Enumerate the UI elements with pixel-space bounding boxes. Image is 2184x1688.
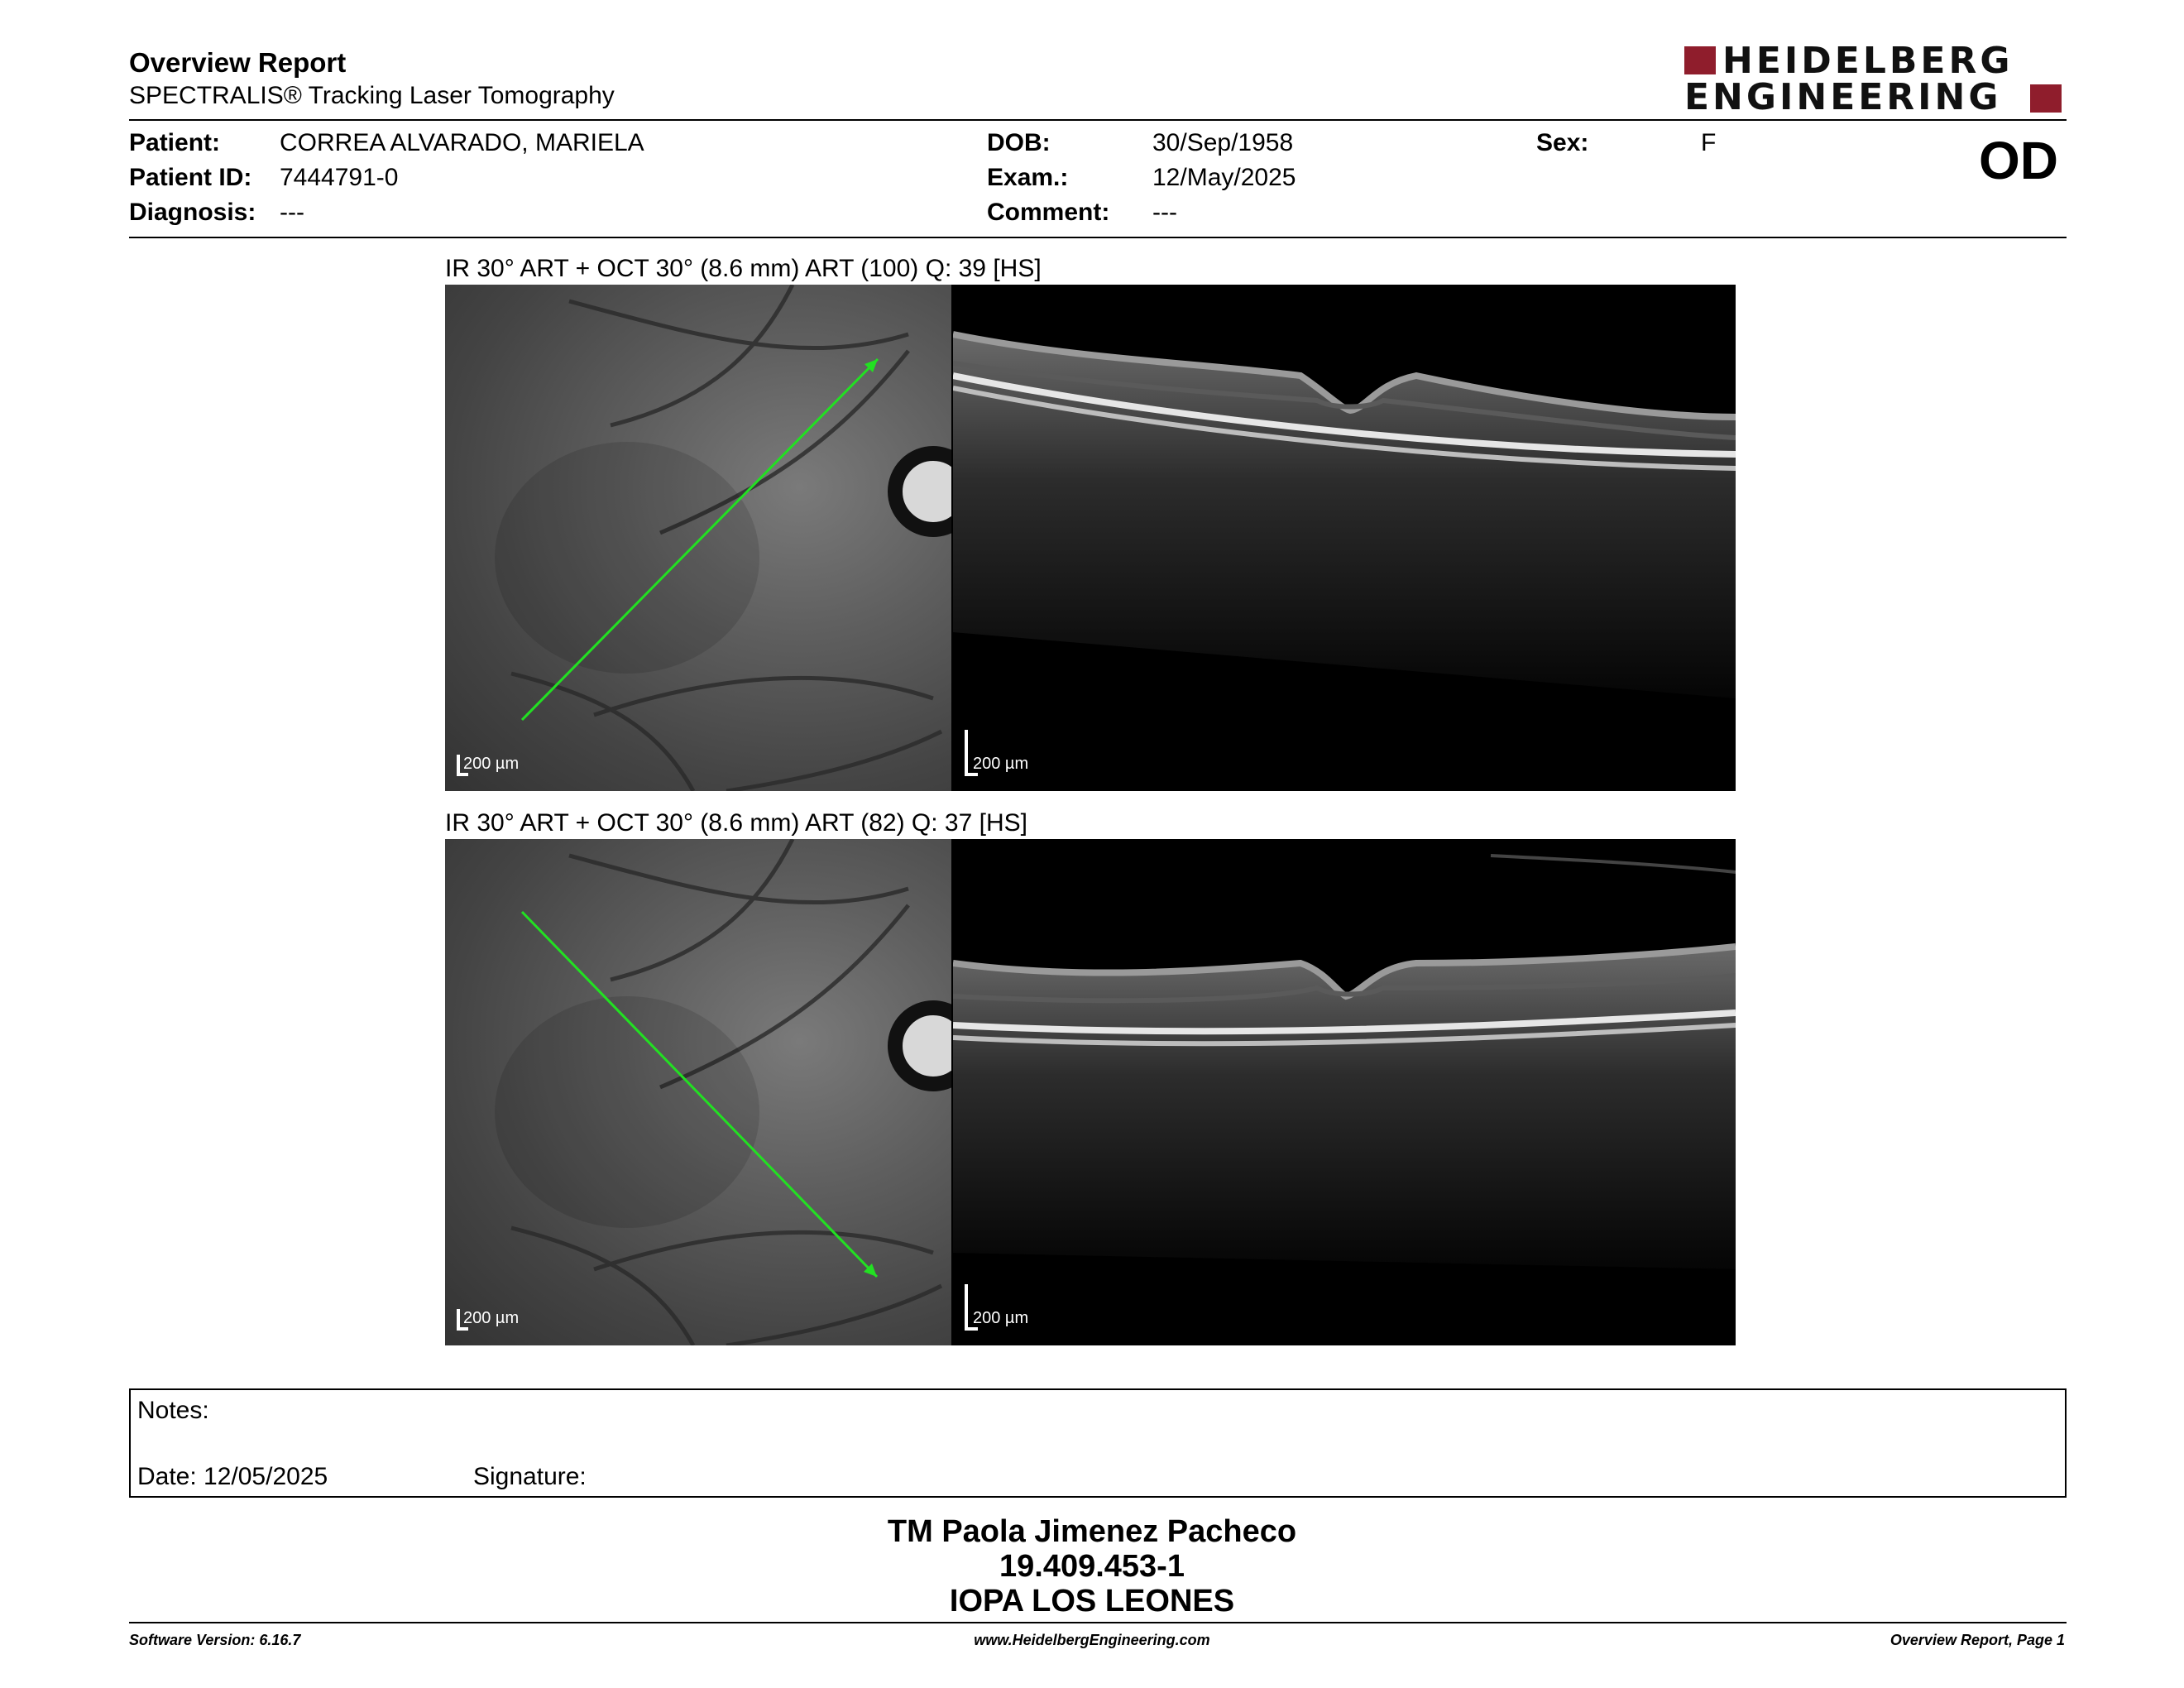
patient-name: CORREA ALVARADO, MARIELA bbox=[280, 129, 644, 156]
patient-id-label: Patient ID: bbox=[129, 164, 252, 191]
signer-id: 19.409.453-1 bbox=[999, 1549, 1185, 1584]
notes-box bbox=[129, 1388, 2067, 1498]
report-subtitle: SPECTRALIS® Tracking Laser Tomography bbox=[129, 82, 615, 109]
signature-label: Signature: bbox=[473, 1463, 587, 1490]
scan-panel bbox=[445, 839, 1736, 1345]
date-label: Date: 12/05/2025 bbox=[137, 1463, 328, 1490]
logo-line1: HEIDELBERG bbox=[1722, 40, 2014, 82]
oct-scale-label: 200 µm bbox=[973, 1309, 1029, 1327]
patient-divider bbox=[129, 237, 2067, 238]
scan-caption: IR 30° ART + OCT 30° (8.6 mm) ART (82) Q: 37 [HS] bbox=[445, 809, 1027, 837]
scan-line-path bbox=[522, 912, 877, 1277]
heidelberg-logo bbox=[1684, 40, 2065, 119]
scan-panel bbox=[445, 285, 1736, 791]
website-link[interactable]: www.HeidelbergEngineering.com bbox=[974, 1632, 1210, 1648]
fundus-scale-label: 200 µm bbox=[463, 755, 520, 773]
header-divider bbox=[129, 119, 2067, 121]
scan-caption: IR 30° ART + OCT 30° (8.6 mm) ART (100) Q: 39 [HS] bbox=[445, 255, 1042, 282]
signer-institution: IOPA LOS LEONES bbox=[949, 1584, 1235, 1618]
fundus-scale-label: 200 µm bbox=[463, 1309, 520, 1327]
footer-divider bbox=[129, 1622, 2067, 1623]
patient-label: Patient: bbox=[129, 129, 221, 156]
signer-name: TM Paola Jimenez Pacheco bbox=[887, 1514, 1297, 1549]
oct-bscan bbox=[953, 839, 1736, 1345]
scan-line-path bbox=[522, 359, 878, 720]
logo-square-icon bbox=[1684, 46, 1716, 74]
dob-value: 30/Sep/1958 bbox=[1152, 129, 1294, 156]
exam-label: Exam.: bbox=[987, 164, 1069, 191]
exam-value: 12/May/2025 bbox=[1152, 164, 1296, 191]
sex-label: Sex: bbox=[1536, 129, 1589, 156]
patient-id: 7444791-0 bbox=[280, 164, 399, 191]
scale-bar-icon bbox=[965, 1284, 968, 1331]
logo-line2: ENGINEERING bbox=[1684, 76, 2002, 118]
fundus-image bbox=[445, 285, 951, 791]
notes-label: Notes: bbox=[137, 1397, 209, 1424]
comment-label: Comment: bbox=[987, 199, 1110, 226]
fundus-image bbox=[445, 839, 951, 1345]
scan-line bbox=[445, 285, 951, 791]
oct-bscan bbox=[953, 285, 1736, 791]
software-version: Software Version: 6.16.7 bbox=[129, 1632, 301, 1648]
sex-value: F bbox=[1701, 129, 1717, 156]
oct-scale-label: 200 µm bbox=[973, 755, 1029, 773]
logo-square-icon bbox=[2030, 84, 2062, 113]
diagnosis-label: Diagnosis: bbox=[129, 199, 256, 226]
scale-bar-icon bbox=[965, 730, 968, 776]
eye-indicator: OD bbox=[1979, 131, 2058, 190]
page-number: Overview Report, Page 1 bbox=[1889, 1632, 2065, 1648]
scan-line bbox=[445, 839, 951, 1345]
comment-value: --- bbox=[1152, 199, 1177, 226]
dob-label: DOB: bbox=[987, 129, 1051, 156]
diagnosis-value: --- bbox=[280, 199, 304, 226]
report-title: Overview Report bbox=[129, 47, 347, 78]
